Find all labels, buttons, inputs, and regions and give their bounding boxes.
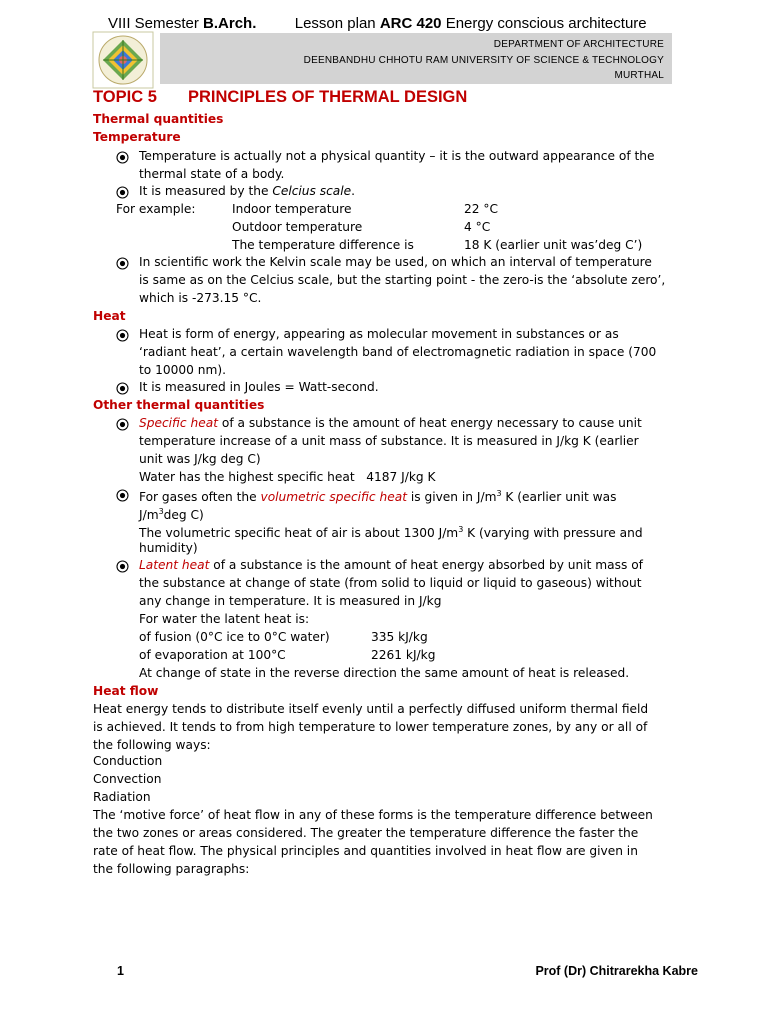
heat-flow-para-line2: the two zones or areas considered. The greater the temperature difference the faster the — [93, 826, 639, 840]
latent-heat-term: Latent heat — [139, 558, 210, 572]
temp-bullet3-line3: which is -273.15 °C. — [139, 291, 262, 305]
author-name: Prof (Dr) Chitrarekha Kabre — [535, 964, 698, 978]
topic-heading — [93, 88, 467, 107]
latent-heat-line4: For water the latent heat is: — [139, 612, 310, 626]
heat-bullet1-line3: to 10000 nm). — [139, 363, 226, 377]
heat-bullet1-line2: ‘radiant heat’, a certain wavelength band of electromagnetic radiation in space (700 — [139, 345, 657, 359]
example-row-label: The temperature difference is — [232, 238, 414, 252]
latent-heat-line2: the substance at change of state (from solid to liquid or liquid to gaseous) without — [139, 576, 642, 590]
specific-heat-line1: Specific heat of a substance is the amount of heat energy necessary to cause unit — [139, 416, 642, 430]
degree: B.Arch. — [203, 15, 257, 32]
page-number: 1 — [117, 964, 124, 978]
section-heading-thermal-quantities: Thermal quantities — [93, 112, 224, 126]
specific-heat-line3: unit was J/kg deg C) — [139, 452, 261, 466]
latent-heat-line7: At change of state in the reverse direction the same amount of heat is released. — [139, 666, 630, 680]
bullet-icon — [116, 489, 129, 502]
heat-flow-mode: Conduction — [93, 754, 163, 768]
specific-heat-term: Specific heat — [139, 416, 218, 430]
evaporation-label: of evaporation at 100°C — [139, 648, 286, 662]
heat-bullet1-line1: Heat is form of energy, appearing as molecular movement in substances or as — [139, 327, 619, 341]
example-row-value: 18 K (earlier unit was’deg C’) — [464, 238, 643, 252]
heat-flow-line2: is achieved. It tends to from high temperature to lower temperature zones, by any or all of — [93, 720, 648, 734]
volumetric-heat-line3: The volumetric specific heat of air is about 1300 $J/m^3$ K (varying with pressure and — [139, 525, 643, 541]
example-row-value: 22 °C — [464, 202, 498, 216]
example-label: For example: — [116, 202, 196, 216]
example-row-value: 4 °C — [464, 220, 491, 234]
section-heading-temperature: Temperature — [93, 130, 181, 144]
specific-heat-line2: temperature increase of a unit mass of substance. It is measured in J/kg K (earlier — [139, 434, 639, 448]
heat-flow-para-line3: rate of heat flow. The physical principles and quantities involved in heat flow are given in — [93, 844, 638, 858]
fusion-value: 335 kJ/kg — [371, 630, 428, 644]
topic-title: PRINCIPLES OF THERMAL DESIGN — [188, 88, 468, 106]
celcius-scale-term: Celcius scale — [272, 184, 352, 198]
heat-flow-para-line4: the following paragraphs: — [93, 862, 250, 876]
section-heading-heat-flow: Heat flow — [93, 684, 159, 698]
volumetric-heat-line2: $J/m^3deg$ C) — [139, 507, 204, 523]
heat-flow-line1: Heat energy tends to distribute itself evenly until a perfectly diffused uniform thermal field — [93, 702, 649, 716]
bullet-icon — [116, 257, 129, 270]
temp-bullet2: It is measured by the Celcius scale. — [139, 184, 356, 198]
section-heading-heat: Heat — [93, 309, 126, 323]
institution-banner — [160, 33, 672, 84]
location-name: MURTHAL — [614, 70, 664, 81]
volumetric-heat-line4: humidity) — [139, 541, 198, 555]
lesson-plan-label: Lesson plan — [294, 15, 376, 32]
fusion-label: of fusion (0°C ice to 0°C water) — [139, 630, 330, 644]
temp-bullet3-line1: In scientific work the Kelvin scale may be used, on which an interval of temperature — [139, 255, 652, 269]
department-name: DEPARTMENT OF ARCHITECTURE — [493, 39, 664, 50]
volumetric-specific-heat-term: volumetric specific heat — [260, 490, 407, 505]
heat-flow-line3: the following ways: — [93, 738, 211, 752]
bullet-icon — [116, 329, 129, 342]
example-row-label: Outdoor temperature — [232, 220, 363, 234]
latent-heat-line1: Latent heat of a substance is the amount of heat energy absorbed by unit mass of — [139, 558, 643, 572]
heat-flow-para-line1: The ‘motive force’ of heat flow in any of these forms is the temperature difference between — [93, 808, 653, 822]
university-logo — [92, 31, 154, 89]
bullet-icon — [116, 418, 129, 431]
heat-flow-mode: Radiation — [93, 790, 151, 804]
heat-bullet2: It is measured in Joules = Watt-second. — [139, 380, 379, 394]
temp-bullet1-line1: Temperature is actually not a physical quantity – it is the outward appearance of the — [139, 149, 655, 163]
course-name: Energy conscious architecture — [445, 15, 647, 32]
semester: VIII Semester — [108, 15, 199, 32]
university-name: DEENBANDHU CHHOTU RAM UNIVERSITY OF SCIENCE & TECHNOLOGY — [303, 54, 664, 66]
latent-heat-line3: any change in temperature. It is measured in J/kg — [139, 594, 442, 608]
example-row-label: Indoor temperature — [232, 202, 352, 216]
section-heading-other: Other thermal quantities — [93, 398, 265, 412]
bullet-icon — [116, 151, 129, 164]
bullet-icon — [116, 382, 129, 395]
document-header-line — [108, 15, 647, 32]
bullet-icon — [116, 560, 129, 573]
topic-number: TOPIC 5 — [93, 88, 157, 106]
heat-flow-mode: Convection — [93, 772, 162, 786]
course-code: ARC 420 — [379, 15, 442, 32]
specific-heat-line4: Water has the highest specific heat 4187 J/kg K — [139, 470, 436, 484]
evaporation-value: 2261 kJ/kg — [371, 648, 436, 662]
temp-bullet3-line2: is same as on the Celcius scale, but the starting point - the zero-is the ‘absolute zero’, — [139, 273, 666, 287]
bullet-icon — [116, 186, 129, 199]
temp-bullet1-line2: thermal state of a body. — [139, 167, 285, 181]
volumetric-heat-line1: For gases often the volumetric specific heat is given in $J/m^3$ K (earlier unit was — [139, 489, 617, 505]
